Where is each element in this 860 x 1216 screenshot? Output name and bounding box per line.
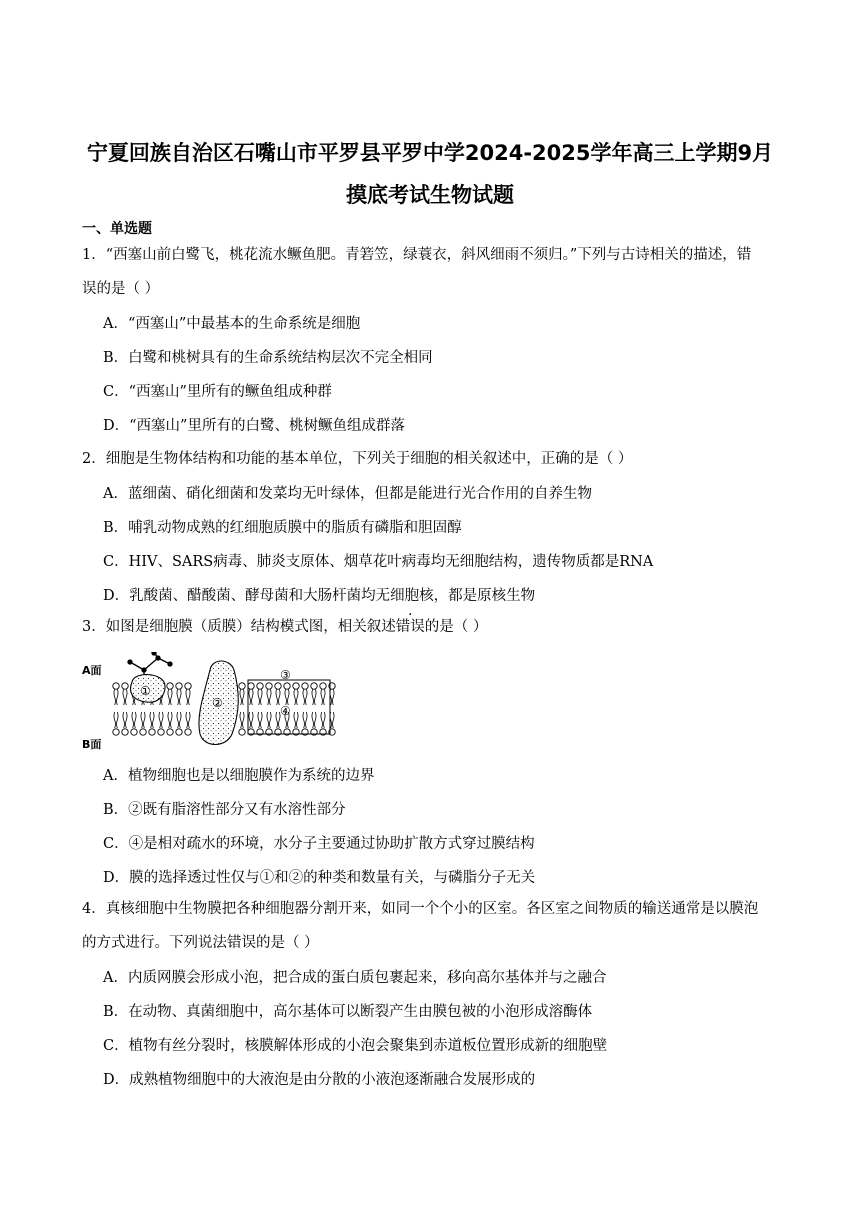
- question-3-stem: [82, 610, 782, 644]
- lipid-tail: [186, 712, 190, 728]
- lipid-tail: [177, 689, 181, 705]
- figure-label-top: A面: [82, 664, 102, 677]
- lipid-head: [131, 729, 137, 735]
- lipid-head: [275, 683, 281, 689]
- lipid-tail: [267, 712, 271, 728]
- lipid-tail: [168, 712, 172, 728]
- lipid-tail: [267, 689, 271, 705]
- lipid-tail: [141, 712, 145, 728]
- q1-option-b: B．白鹭和桃树具有的生命系统结构层次不完全相同: [103, 350, 433, 366]
- q1-option-a: A．“西塞山”中最基本的生命系统是细胞: [103, 316, 361, 332]
- lipid-head: [239, 729, 245, 735]
- lipid-head: [113, 683, 119, 689]
- lipid-head: [185, 729, 191, 735]
- lipid-tail: [312, 712, 316, 728]
- lipid-tail: [258, 712, 262, 728]
- lipid-head: [176, 683, 182, 689]
- lipid-tail: [321, 689, 325, 705]
- q2-option-a: A．蓝细菌、硝化细菌和发菜均无叶绿体，但都是能进行光合作用的自养生物: [103, 486, 592, 502]
- lipid-head: [284, 683, 290, 689]
- lipid-tail: [186, 689, 190, 705]
- question-2-stem: 2．细胞是生物体结构和功能的基本单位，下列关于细胞的相关叙述中，正确的是（ ）: [82, 451, 633, 467]
- lipid-tail: [240, 689, 244, 705]
- lipid-head: [158, 729, 164, 735]
- lipid-tail: [114, 689, 118, 705]
- lipid-tail: [159, 712, 163, 728]
- question-4-line2: 的方式进行。下列说法错误的是（ ）: [82, 935, 319, 951]
- lipid-tail: [240, 712, 244, 728]
- q3-option-b: B．②既有脂溶性部分又有水溶性部分: [103, 802, 346, 818]
- lipid-head: [122, 729, 128, 735]
- label-2: ②: [212, 696, 223, 710]
- section-heading: 一、单选题: [82, 221, 152, 237]
- lipid-tail: [258, 689, 262, 705]
- q3-option-d: D．膜的选择透过性仅与①和②的种类和数量有关，与磷脂分子无关: [103, 870, 536, 886]
- lipid-tail: [294, 712, 298, 728]
- lipid-tail: [249, 689, 253, 705]
- page-title-line1: 宁夏回族自治区石嘴山市平罗县平罗中学2024-2025学年高三上学期9月: [86, 141, 774, 165]
- label-4: ④: [280, 704, 291, 718]
- q3-stem-before: 3．如图是细胞膜（质膜）结构模式图，相关叙述: [82, 619, 396, 635]
- q4-option-d: D．成熟植物细胞中的大液泡是由分散的小液泡逐渐融合发展形成的: [103, 1072, 536, 1088]
- lipid-tail: [114, 712, 118, 728]
- page-title-line2: 摸底考试生物试题: [346, 183, 514, 207]
- question-1-line1: 1．“西塞山前白鹭飞，桃花流水鳜鱼肥。青箬笠，绿蓑衣，斜风细雨不须归。”下列与古诗相关的描述，错: [82, 247, 752, 263]
- q3-option-a: A．植物细胞也是以细胞膜作为系统的边界: [103, 768, 375, 784]
- lipid-head: [257, 683, 263, 689]
- lipid-head: [122, 683, 128, 689]
- lipid-tail: [321, 712, 325, 728]
- q4-option-c: C．植物有丝分裂时，核膜解体形成的小泡会聚集到赤道板位置形成新的细胞壁: [103, 1038, 608, 1054]
- lipid-head: [140, 729, 146, 735]
- lipid-head: [185, 683, 191, 689]
- lipid-tail: [276, 689, 280, 705]
- question-1-stem: [82, 238, 782, 306]
- lipid-head: [167, 729, 173, 735]
- lipid-head: [149, 729, 155, 735]
- q1-option-c: C．“西塞山”里所有的鳜鱼组成种群: [103, 384, 332, 400]
- lipid-tail: [249, 712, 253, 728]
- q4-option-a: A．内质网膜会形成小泡，把合成的蛋白质包裹起来，移向高尔基体并与之融合: [103, 970, 607, 986]
- lipid-head: [113, 729, 119, 735]
- lipid-tail: [168, 689, 172, 705]
- membrane-figure: [82, 652, 344, 752]
- q4-option-b: B．在动物、真菌细胞中，高尔基体可以断裂产生由膜包被的小泡形成溶酶体: [103, 1004, 593, 1020]
- lipid-head: [302, 683, 308, 689]
- q3-stem-emphasis: 错误: [395, 619, 425, 635]
- figure-label-bottom: B面: [82, 738, 102, 751]
- lipid-head: [239, 683, 245, 689]
- lipid-head: [176, 729, 182, 735]
- lipid-tail: [123, 689, 127, 705]
- question-4-line1: 4．真核细胞中生物膜把各种细胞器分割开来，如同一个个小的区室。各区室之间物质的输送通常是以膜泡: [82, 901, 759, 917]
- lipid-head: [320, 683, 326, 689]
- lipid-head: [293, 683, 299, 689]
- lipid-tail: [330, 689, 334, 705]
- q3-stem-after: 的是（ ）: [424, 619, 488, 635]
- lipid-tail: [177, 712, 181, 728]
- lipid-tail: [132, 712, 136, 728]
- lipid-head: [311, 683, 317, 689]
- q1-option-d: D．“西塞山”里所有的白鹭、桃树鳜鱼组成群落: [103, 418, 405, 434]
- lipid-tail: [303, 712, 307, 728]
- lipid-tail: [312, 689, 316, 705]
- q2-option-b: B．哺乳动物成熟的红细胞质膜中的脂质有磷脂和胆固醇: [103, 520, 462, 536]
- q3-option-c: C．④是相对疏水的环境，水分子主要通过协助扩散方式穿过膜结构: [103, 836, 535, 852]
- question-4-stem: [82, 892, 782, 960]
- label-3: ③: [280, 668, 291, 682]
- lipid-tail: [150, 712, 154, 728]
- question-1-line2: 误的是（ ）: [82, 281, 160, 297]
- lipid-head: [167, 683, 173, 689]
- lipid-tail: [303, 689, 307, 705]
- lipid-tail: [123, 712, 127, 728]
- q2-option-d: D．乳酸菌、醋酸菌、酵母菌和大肠杆菌均无细胞核，都是原核生物: [103, 588, 536, 604]
- lipid-tail: [285, 689, 289, 705]
- label-1: ①: [140, 684, 151, 698]
- q2-option-c: C．HIV、SARS病毒、肺炎支原体、烟草花叶病毒均无细胞结构，遗传物质都是RNA: [103, 554, 654, 570]
- lipid-head: [266, 683, 272, 689]
- lipid-tail: [294, 689, 298, 705]
- lipid-head: [248, 683, 254, 689]
- lipid-tail: [330, 712, 334, 728]
